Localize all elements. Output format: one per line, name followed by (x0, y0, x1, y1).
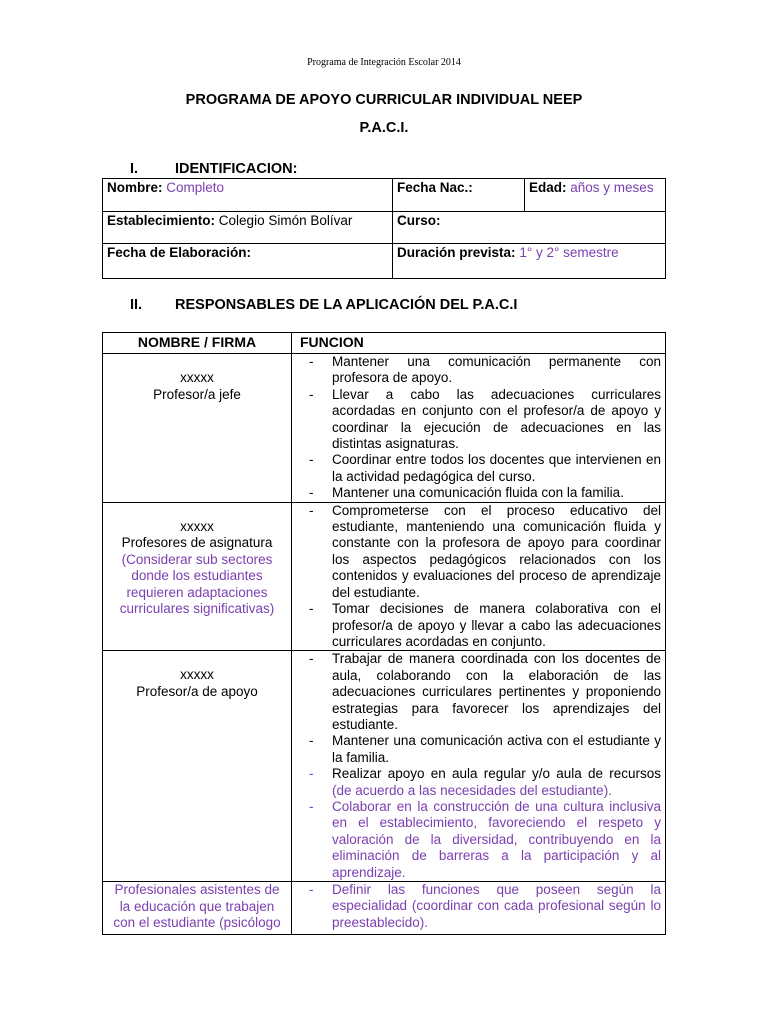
function-list (292, 882, 661, 931)
duracion-value: 1° y 2° semestre (519, 245, 619, 260)
funcion-cell (292, 651, 666, 882)
responsable-signature: xxxxx (180, 370, 214, 385)
list-item: - Coordinar entre todos los docentes que intervienen en la actividad pedagógica del curso. (309, 452, 661, 484)
responsable-cell (103, 354, 292, 503)
list-item: - Realizar apoyo en aula regular y/o aula de recursos (de acuerdo a las necesidades del estudiante). (309, 766, 661, 798)
curso-label: Curso: (397, 213, 441, 228)
responsable-signature: xxxxx (180, 518, 214, 534)
funcion-cell (292, 502, 666, 651)
table-row (103, 354, 666, 503)
edad-label: Edad: (529, 180, 567, 195)
establecimiento-label: Establecimiento: (107, 213, 216, 228)
fecha-nac-cell (393, 179, 525, 212)
function-list (292, 354, 661, 502)
responsable-role: Profesor/a jefe (153, 386, 241, 402)
responsables-table (102, 332, 666, 935)
nombre-label: Nombre: (107, 180, 163, 195)
list-item: - Mantener una comunicación fluida con la familia. (309, 485, 624, 501)
section-1-number: I. (130, 161, 139, 177)
duracion-label: Duración prevista: (397, 245, 516, 260)
section-2-title: RESPONSABLES DE LA APLICACIÓN DEL P.A.C.I (175, 297, 518, 313)
list-item: - Mantener una comunicación permanente con profesora de apoyo. (309, 354, 661, 386)
responsable-role: Profesor/a de apoyo (136, 683, 258, 699)
table-row (103, 651, 666, 882)
nombre-cell (103, 179, 393, 212)
curso-cell (393, 212, 666, 244)
column-header-funcion: FUNCION (292, 333, 666, 354)
table-row (103, 502, 666, 651)
responsable-note: (Considerar sub sectores donde los estudiantes requieren adaptaciones curriculares significativas) (119, 551, 275, 617)
establecimiento-cell (103, 212, 393, 244)
fecha-elaboracion-label: Fecha de Elaboración: (107, 245, 252, 260)
list-item: - Comprometerse con el proceso educativo del estudiante, manteniendo una comunicación fluida y constante con la profesora de apoyo para coordinar los aspectos pedagógicos relacionados con los contenidos y evaluaciones del proceso de aprendizaje del estudiante. (309, 502, 661, 600)
document-title: PROGRAMA DE APOYO CURRICULAR INDIVIDUAL NEEP (185, 92, 583, 108)
nombre-value: Completo (166, 180, 225, 195)
document-subtitle: P.A.C.I. (359, 120, 409, 136)
edad-cell (525, 179, 666, 212)
section-1-heading (130, 161, 297, 177)
responsable-cell (103, 502, 292, 651)
fecha-nac-label: Fecha Nac.: (397, 180, 473, 195)
function-list (292, 503, 661, 651)
responsable-role: Profesionales asistentes de la educación que trabajen con el estudiante (psicólogo (113, 882, 281, 930)
list-item: - Tomar decisiones de manera colaborativa con el profesor/a de apoyo y llevar a cabo las adecuaciones curriculares acordadas en conjunto. (309, 601, 661, 649)
list-item: - Colaborar en la construcción de una cultura inclusiva en el establecimiento, favoreciendo el respeto y valoración de la diversidad, contribuyendo en la eliminación de barreras a la participación y al aprendizaje. (309, 798, 661, 880)
section-2-number: II. (130, 297, 143, 313)
duracion-cell (393, 244, 666, 279)
table-row (103, 882, 666, 935)
establecimiento-value: Colegio Simón Bolívar (218, 213, 353, 228)
list-item: - Llevar a cabo las adecuaciones curriculares acordadas en conjunto con el profesor/a de apoyo y coordinar la ejecución de adecuaciones en las distintas asignaturas. (309, 386, 661, 452)
responsable-role: Profesores de asignatura (121, 535, 273, 551)
funcion-cell (292, 882, 666, 935)
fecha-elaboracion-cell (103, 244, 393, 279)
column-header-nombre: NOMBRE / FIRMA (103, 333, 292, 354)
edad-value: años y meses (570, 180, 654, 195)
funcion-cell (292, 354, 666, 503)
running-header: Programa de Integración Escolar 2014 (307, 57, 461, 68)
section-1-title: IDENTIFICACION: (175, 161, 298, 177)
list-item: - Trabajar de manera coordinada con los docentes de aula, colaborando con la elaboración de las adecuaciones curriculares pertinentes y proponiendo estrategias para favorecer los aprendizajes del estudiante. (309, 651, 661, 732)
responsable-signature: xxxxx (180, 667, 214, 683)
list-item: - Mantener una comunicación activa con el estudiante y la familia. (309, 733, 661, 765)
section-2-heading (130, 297, 517, 313)
list-item: - Definir las funciones que poseen según la especialidad (coordinar con cada profesional según lo preestablecido). (309, 882, 661, 930)
responsable-cell (103, 882, 292, 935)
function-list (292, 651, 661, 881)
identification-table (102, 178, 666, 279)
responsable-cell (103, 651, 292, 882)
